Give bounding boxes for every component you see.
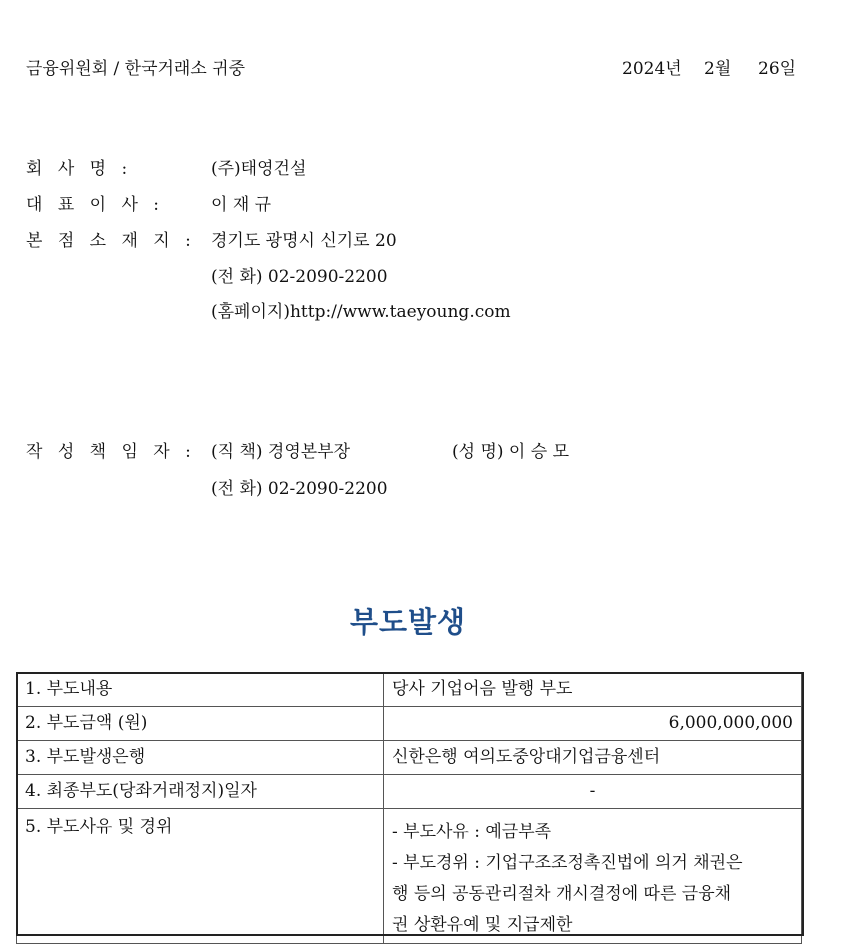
table-row (17, 775, 802, 809)
row-label: 2. 부도금액 (원) (17, 707, 384, 741)
ceo-name: 이 재 규 (211, 195, 272, 215)
reason-line: - 부도경위 : 기업구조조정촉진법에 의거 채권은 (392, 853, 743, 873)
table-row (17, 809, 802, 944)
preparer-label: 작 성 책 임 자 : (26, 442, 196, 462)
addressee: 금융위원회 / 한국거래소 귀중 (26, 59, 246, 79)
company-name-label: 회 사 명 : (26, 159, 133, 179)
company-address: 경기도 광명시 신기로 20 (211, 231, 397, 251)
reason-line: - 부도사유 : 예금부족 (392, 822, 552, 842)
company-name: (주)태영건설 (211, 159, 307, 179)
document-title: 부도발생 (349, 605, 467, 639)
table-row (17, 741, 802, 775)
default-amount: 6,000,000,000 (384, 707, 802, 741)
row-value: 신한은행 여의도중앙대기업금융센터 (384, 741, 802, 775)
row-label: 3. 부도발생은행 (17, 741, 384, 775)
address-label: 본 점 소 재 지 : (26, 231, 196, 251)
row-label: 4. 최종부도(당좌거래정지)일자 (17, 775, 384, 809)
default-reason-cell (384, 809, 802, 944)
reason-line: 권 상환유예 및 지급제한 (392, 915, 573, 935)
company-phone: (전 화) 02-2090-2200 (211, 267, 388, 287)
company-homepage[interactable]: (홈페이지)http://www.taeyoung.com (211, 302, 511, 322)
row-label: 1. 부도내용 (17, 673, 384, 707)
table-row (17, 673, 802, 707)
default-report-table (16, 672, 802, 944)
ceo-label: 대 표 이 사 : (26, 195, 165, 215)
preparer-name: (성 명) 이 승 모 (452, 442, 569, 462)
preparer-phone: (전 화) 02-2090-2200 (211, 479, 388, 499)
report-date (622, 54, 796, 79)
date-day: 26일 (758, 59, 797, 79)
row-label: 5. 부도사유 및 경위 (17, 809, 384, 944)
table-row (17, 707, 802, 741)
row-value: - (384, 775, 802, 809)
row-value: 당사 기업어음 발행 부도 (384, 673, 802, 707)
date-month: 2월 (704, 59, 732, 79)
reason-line: 행 등의 공동관리절차 개시결정에 따른 금융채 (392, 884, 732, 904)
date-year: 2024년 (622, 59, 682, 79)
preparer-position: (직 책) 경영본부장 (211, 442, 351, 462)
